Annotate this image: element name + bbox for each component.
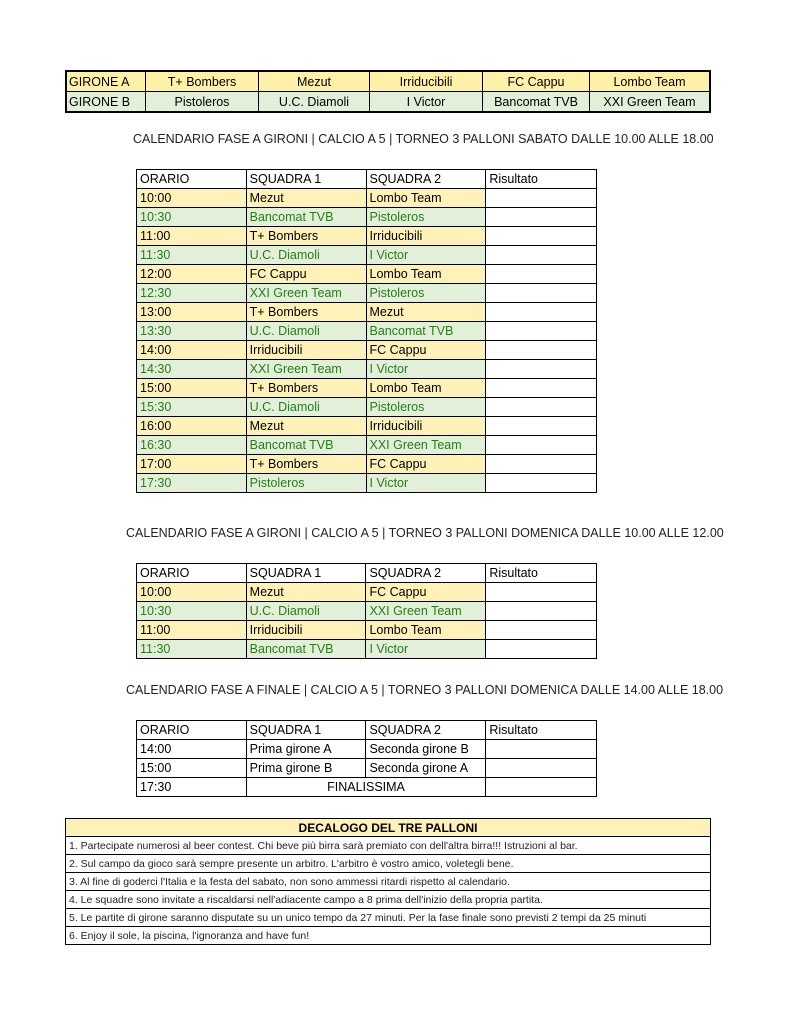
match-result: [486, 778, 597, 797]
table-row: [137, 227, 597, 246]
final-label: FINALISSIMA: [246, 778, 486, 797]
match-time: 14:00: [137, 341, 247, 360]
match-result: [486, 621, 597, 640]
header-row: [137, 721, 597, 740]
match-time: 11:30: [137, 246, 247, 265]
header-squadra2: SQUADRA 2: [366, 721, 486, 740]
match-team1: T+ Bombers: [246, 303, 366, 322]
match-result: [486, 322, 597, 341]
match-result: [486, 474, 597, 493]
match-team2: Pistoleros: [366, 284, 486, 303]
match-team2: I Victor: [366, 474, 486, 493]
match-team2: Mezut: [366, 303, 486, 322]
match-team1: Bancomat TVB: [246, 208, 366, 227]
match-team1: T+ Bombers: [246, 379, 366, 398]
table-row: [137, 621, 597, 640]
table-row: [137, 189, 597, 208]
table-row: [137, 640, 597, 659]
rule-text: 4. Le squadre sono invitate a riscaldarsi nell'adiacente campo a 8 prima dell'inizio della propria partita.: [66, 891, 711, 909]
match-team2: FC Cappu: [366, 455, 486, 474]
group-name: GIRONE B: [66, 92, 146, 113]
table-row: [137, 284, 597, 303]
match-team2: Seconda girone B: [366, 740, 486, 759]
match-time: 11:00: [137, 621, 247, 640]
match-team1: XXI Green Team: [246, 360, 366, 379]
match-result: [486, 227, 597, 246]
match-result: [486, 360, 597, 379]
rule-text: 6. Enjoy il sole, la piscina, l'ignoranza and have fun!: [66, 927, 711, 945]
match-team2: I Victor: [366, 360, 486, 379]
match-team1: Prima girone B: [246, 759, 366, 778]
match-team1: Mezut: [246, 189, 366, 208]
match-team1: Irriducibili: [246, 341, 366, 360]
match-result: [486, 246, 597, 265]
rule-text: 1. Partecipate numerosi al beer contest. Chi beve più birra sarà premiato con dell'altra birra!!! Istruzioni al bar.: [66, 837, 711, 855]
match-team1: Bancomat TVB: [246, 640, 366, 659]
group-team: Mezut: [259, 71, 370, 92]
match-time: 11:00: [137, 227, 247, 246]
match-team2: FC Cappu: [366, 583, 486, 602]
final-schedule-table: [136, 720, 597, 797]
header-risultato: Risultato: [486, 721, 597, 740]
table-row: [137, 379, 597, 398]
header-risultato: Risultato: [486, 564, 597, 583]
match-time: 11:30: [137, 640, 247, 659]
header-squadra1: SQUADRA 1: [246, 170, 366, 189]
groups-table: [65, 70, 711, 113]
header-orario: ORARIO: [137, 170, 247, 189]
match-result: [486, 602, 597, 621]
match-team2: Bancomat TVB: [366, 322, 486, 341]
match-result: [486, 455, 597, 474]
match-time: 15:00: [137, 759, 247, 778]
table-row: [137, 265, 597, 284]
match-result: [486, 583, 597, 602]
match-time: 14:30: [137, 360, 247, 379]
match-team2: Irriducibili: [366, 417, 486, 436]
table-row: [137, 246, 597, 265]
table-row: [137, 360, 597, 379]
header-row: [137, 564, 597, 583]
match-team2: Irriducibili: [366, 227, 486, 246]
match-time: 13:00: [137, 303, 247, 322]
rule-text: 5. Le partite di girone saranno disputate su un unico tempo da 27 minuti. Per la fase finale sono previsti 2 tempi da 25 minuti: [66, 909, 711, 927]
match-team2: I Victor: [366, 640, 486, 659]
match-team1: U.C. Diamoli: [246, 602, 366, 621]
table-row: [137, 322, 597, 341]
table-row: [137, 583, 597, 602]
header-orario: ORARIO: [137, 721, 247, 740]
saturday-schedule-table: [136, 169, 597, 493]
match-team1: U.C. Diamoli: [246, 246, 366, 265]
final-caption: CALENDARIO FASE A FINALE | CALCIO A 5 | TORNEO 3 PALLONI DOMENICA DALLE 14.00 ALLE 18.00: [126, 683, 724, 697]
match-team1: Pistoleros: [246, 474, 366, 493]
table-row: [137, 740, 597, 759]
match-team2: XXI Green Team: [366, 436, 486, 455]
match-time: 14:00: [137, 740, 247, 759]
table-row: [137, 398, 597, 417]
group-team: Irriducibili: [370, 71, 483, 92]
rule-row: [66, 873, 711, 891]
match-team2: Lombo Team: [366, 621, 486, 640]
rule-row: [66, 927, 711, 945]
saturday-rows: [137, 189, 597, 493]
match-team1: XXI Green Team: [246, 284, 366, 303]
header-squadra2: SQUADRA 2: [366, 170, 486, 189]
header-squadra1: SQUADRA 1: [246, 721, 366, 740]
match-result: [486, 640, 597, 659]
match-team1: U.C. Diamoli: [246, 322, 366, 341]
decalogo-table: [65, 818, 711, 945]
match-time: 16:00: [137, 417, 247, 436]
match-time: 17:00: [137, 455, 247, 474]
group-team: FC Cappu: [483, 71, 590, 92]
sunday-caption: CALENDARIO FASE A GIRONI | CALCIO A 5 | TORNEO 3 PALLONI DOMENICA DALLE 10.00 ALLE 12.00: [126, 526, 724, 540]
match-result: [486, 303, 597, 322]
group-team: I Victor: [370, 92, 483, 113]
header-squadra2: SQUADRA 2: [366, 564, 486, 583]
header-squadra1: SQUADRA 1: [246, 564, 366, 583]
match-time: 10:30: [137, 208, 247, 227]
table-row: [137, 436, 597, 455]
match-team2: Seconda girone A: [366, 759, 486, 778]
header-row: [137, 170, 597, 189]
table-row: [137, 341, 597, 360]
table-row: [137, 474, 597, 493]
table-row: [137, 303, 597, 322]
saturday-caption: CALENDARIO FASE A GIRONI | CALCIO A 5 | TORNEO 3 PALLONI SABATO DALLE 10.00 ALLE 18.00: [133, 132, 714, 146]
match-time: 12:30: [137, 284, 247, 303]
rule-row: [66, 855, 711, 873]
sunday-schedule-table: [136, 563, 597, 659]
match-result: [486, 341, 597, 360]
sunday-rows: [137, 583, 597, 659]
header-risultato: Risultato: [486, 170, 597, 189]
match-result: [486, 208, 597, 227]
match-team2: Pistoleros: [366, 398, 486, 417]
match-team1: T+ Bombers: [246, 455, 366, 474]
rule-text: 3. Al fine di goderci l'Italia e la festa del sabato, non sono ammessi ritardi rispetto al calendario.: [66, 873, 711, 891]
match-team1: Mezut: [246, 583, 366, 602]
rule-row: [66, 837, 711, 855]
match-time: 10:00: [137, 189, 247, 208]
group-team: T+ Bombers: [146, 71, 259, 92]
group-row: [66, 92, 710, 113]
match-team2: Lombo Team: [366, 189, 486, 208]
match-result: [486, 379, 597, 398]
match-result: [486, 417, 597, 436]
table-row: [137, 778, 597, 797]
group-team: U.C. Diamoli: [259, 92, 370, 113]
match-time: 15:30: [137, 398, 247, 417]
match-time: 10:00: [137, 583, 247, 602]
group-team: XXI Green Team: [590, 92, 711, 113]
match-team2: Lombo Team: [366, 379, 486, 398]
match-result: [486, 398, 597, 417]
table-row: [137, 455, 597, 474]
match-result: [486, 759, 597, 778]
rule-text: 2. Sul campo da gioco sarà sempre presente un arbitro. L'arbitro è vostro amico, voletegli bene.: [66, 855, 711, 873]
match-team1: FC Cappu: [246, 265, 366, 284]
table-row: [137, 602, 597, 621]
decalogo-title-row: [66, 819, 711, 837]
final-time: 17:30: [137, 778, 247, 797]
match-result: [486, 189, 597, 208]
match-team1: U.C. Diamoli: [246, 398, 366, 417]
match-result: [486, 265, 597, 284]
group-team: Bancomat TVB: [483, 92, 590, 113]
match-time: 16:30: [137, 436, 247, 455]
table-row: [137, 417, 597, 436]
match-team2: Lombo Team: [366, 265, 486, 284]
match-result: [486, 284, 597, 303]
match-team1: T+ Bombers: [246, 227, 366, 246]
group-name: GIRONE A: [66, 71, 146, 92]
match-time: 13:30: [137, 322, 247, 341]
rule-row: [66, 909, 711, 927]
match-team1: Bancomat TVB: [246, 436, 366, 455]
match-time: 10:30: [137, 602, 247, 621]
rule-row: [66, 891, 711, 909]
match-result: [486, 740, 597, 759]
table-row: [137, 759, 597, 778]
match-time: 15:00: [137, 379, 247, 398]
group-team: Lombo Team: [590, 71, 711, 92]
decalogo-title: DECALOGO DEL TRE PALLONI: [66, 819, 711, 837]
match-time: 12:00: [137, 265, 247, 284]
header-orario: ORARIO: [137, 564, 247, 583]
match-team2: XXI Green Team: [366, 602, 486, 621]
group-row: [66, 71, 710, 92]
match-team2: I Victor: [366, 246, 486, 265]
match-time: 17:30: [137, 474, 247, 493]
match-team2: FC Cappu: [366, 341, 486, 360]
match-team1: Irriducibili: [246, 621, 366, 640]
match-team2: Pistoleros: [366, 208, 486, 227]
table-row: [137, 208, 597, 227]
match-result: [486, 436, 597, 455]
match-team1: Prima girone A: [246, 740, 366, 759]
match-team1: Mezut: [246, 417, 366, 436]
group-team: Pistoleros: [146, 92, 259, 113]
